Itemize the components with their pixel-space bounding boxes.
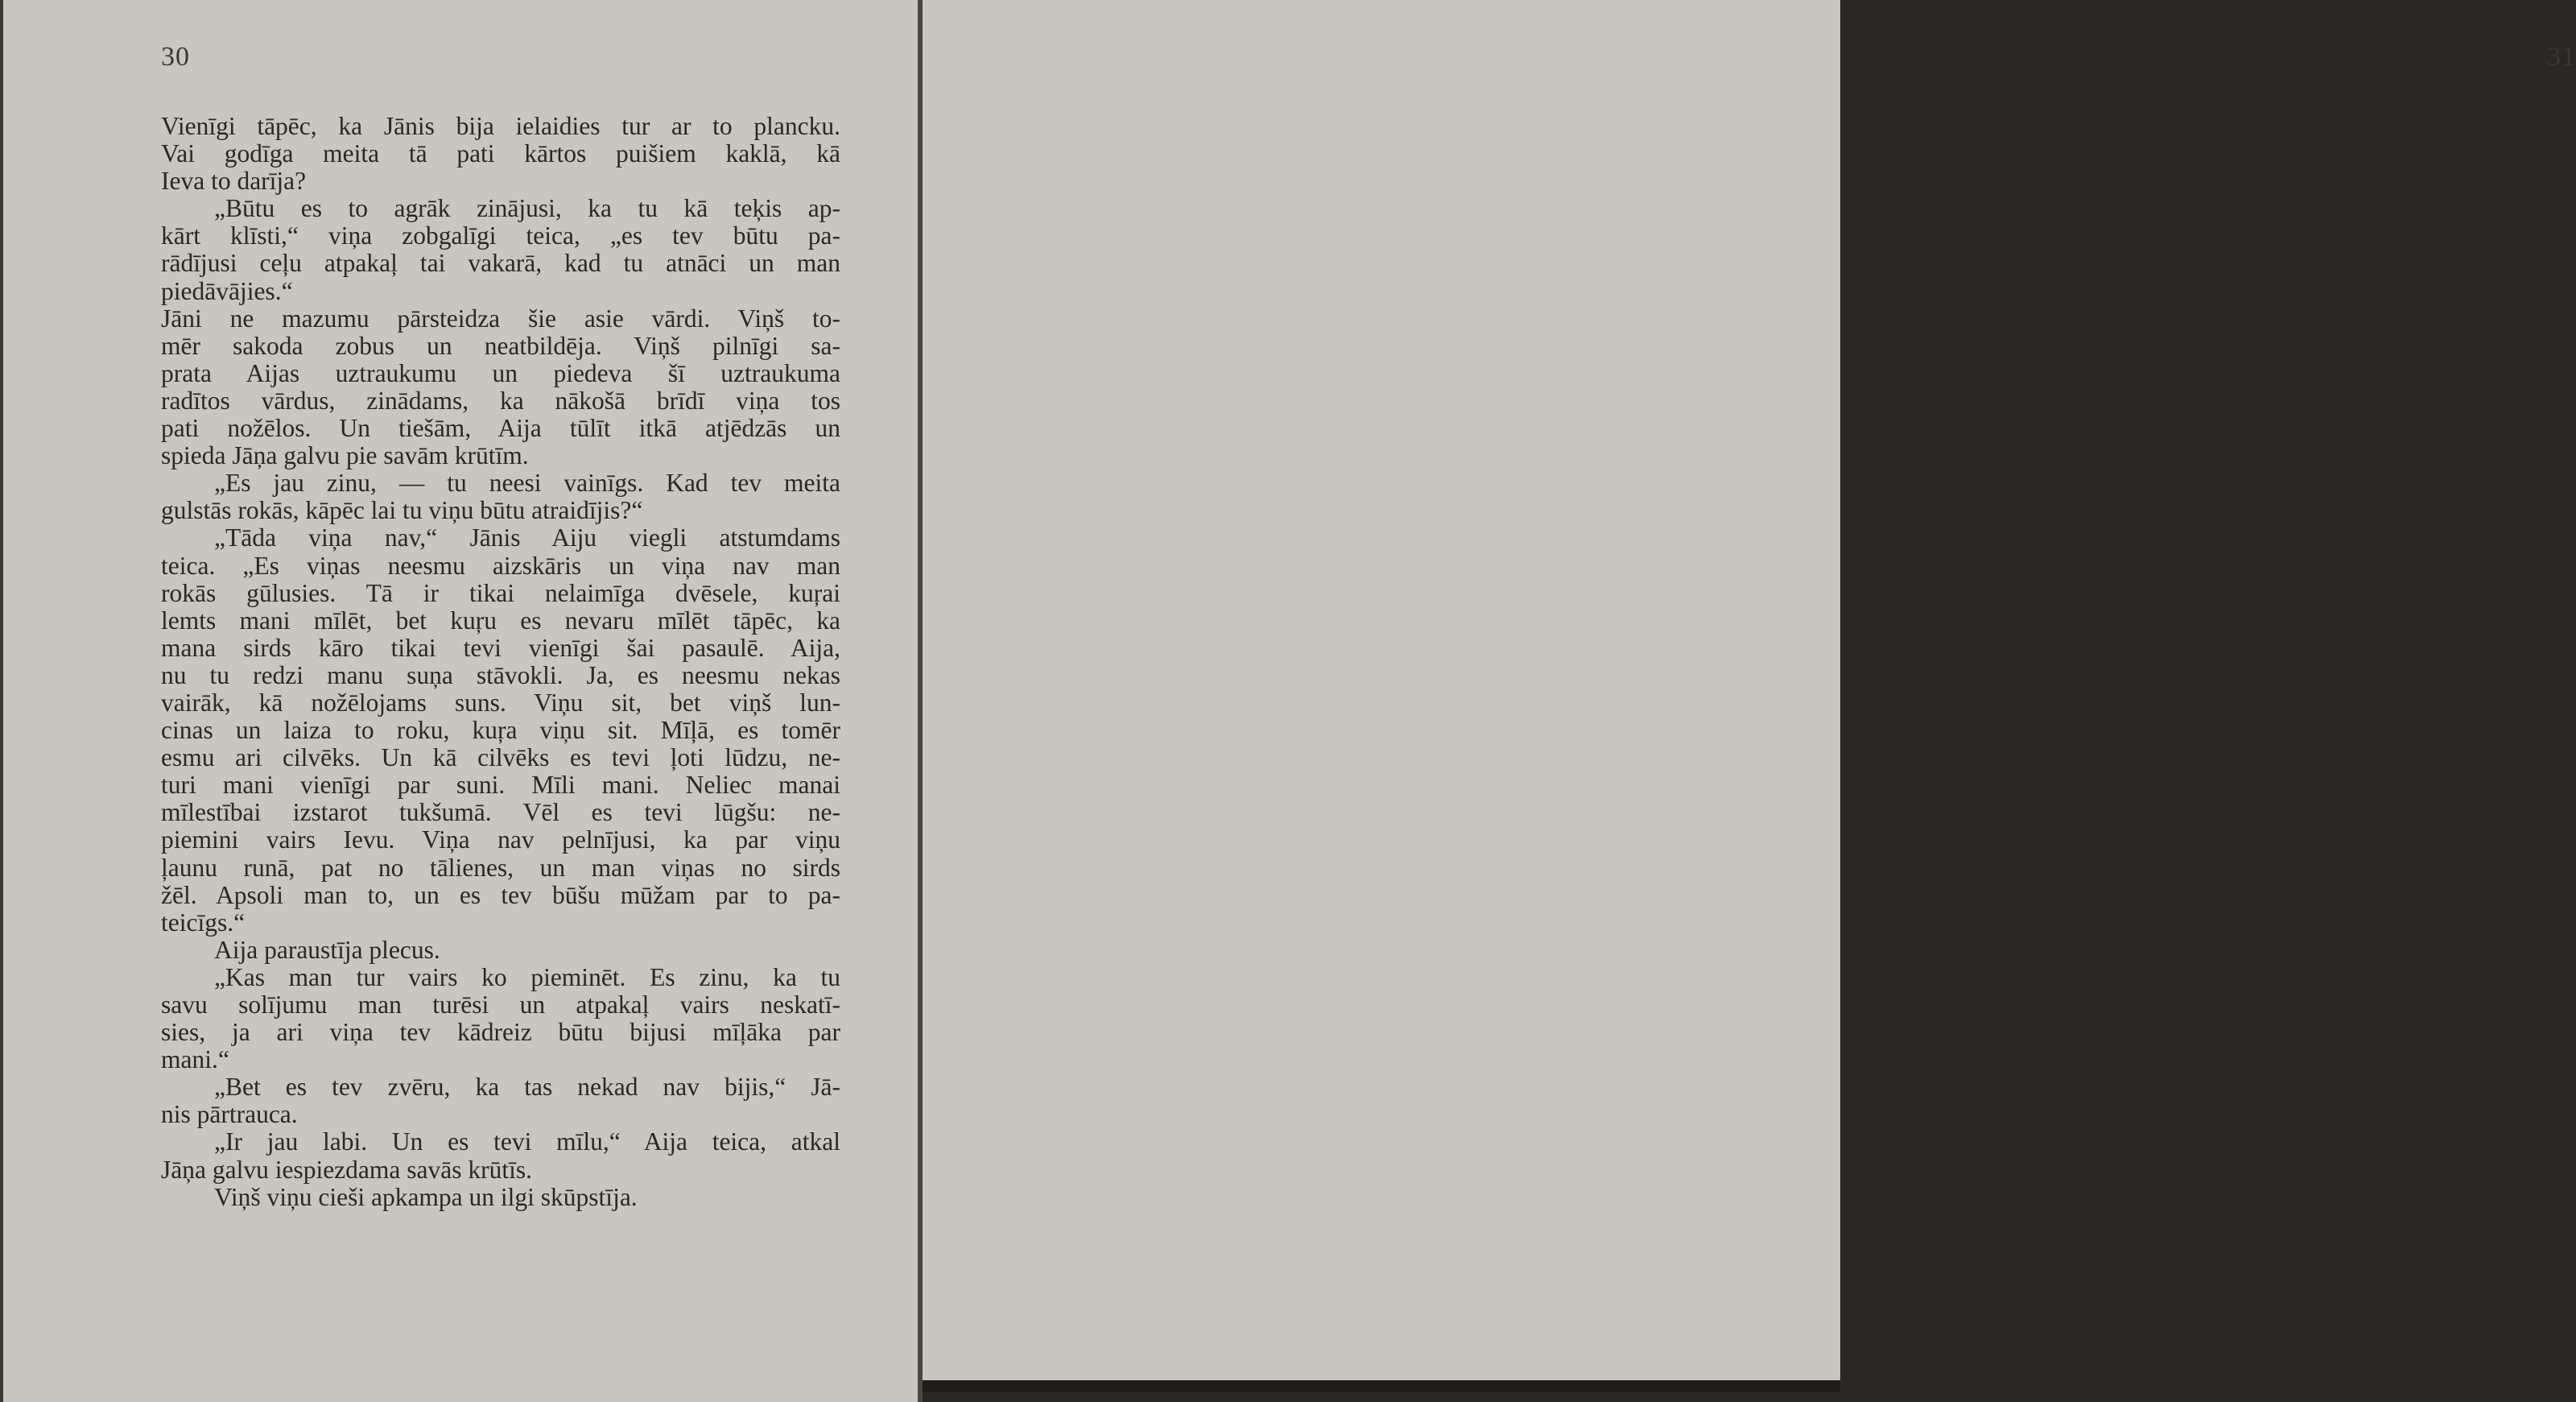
text-line: saulē. Bezgala jauka viņai šķita pat tā nelaimīgā: [1903, 523, 2576, 552]
text-line: acis un kā nesaprašanā klausījās.: [1903, 716, 2235, 745]
text-line: rādījusi ceļu atpakaļ tai vakarā, kad tu atnāci un man: [161, 249, 840, 278]
text-line: labu brīdi viņā raudzījās. Tikai viņas paskarbā balss: [1903, 660, 2576, 689]
text-line: Ieva savās domās bij tik dziļi iegrimusi, ka ne-: [1956, 606, 2576, 635]
text-line: teicīgs.“: [161, 908, 246, 937]
text-line: teica. „Es viņas neesmu aizskāris un viņa nav man: [161, 551, 840, 580]
text-line: lemts mani mīlēt, bet kuŗu es nevaru mīlēt tāpēc, ka: [161, 606, 840, 635]
text-line: Viņš viņu cieši apkampa un ilgi skūpstīja.: [214, 1182, 638, 1211]
text-line: nis pārtrauca.: [161, 1100, 298, 1129]
text-line: du iespaidu viņas vārdi atstāja uz bēdās iegrimušo: [1903, 962, 2576, 991]
text-line: spieda Jāņa galvu pie savām krūtīm.: [161, 441, 529, 470]
text-line: „Kas man tur vairs ko pieminēt. Es zinu, ka tu: [214, 962, 840, 991]
text-line: turi mani vienīgi par suni. Mīli mani. Neliec manai: [161, 771, 840, 800]
text-line: gals. Tu visu par daudz ātri ņem pie sirds. Man jau: [1903, 771, 2576, 800]
text-line: Balodiene uz brīdi atņēma elpu, lai redzētu, kā-: [1956, 935, 2576, 964]
text-line: bija metis viņai ar lāpstu un viņu viegli ievainojis.: [1903, 578, 2411, 607]
text-line: neticēja, uzņēmās vienīgi viņas dēļ. Viņš vispār bija: [1903, 358, 2576, 387]
text-line: Jāņa galvu iespiezdama savās krūtīs.: [161, 1155, 532, 1184]
text-line: savu iespaidu. Nu to ritēšanai bija vienīgi tā nozīme,: [1903, 221, 2576, 250]
text-line: paslēpa seju spilvenā.: [1903, 1045, 2124, 1074]
text-line: savu solījumu man turēsi un atpakaļ vairs neskatī-: [161, 990, 840, 1019]
text-line: sies, ja ari viņa tev kādreiz būtu bijusi mīļāka par: [161, 1018, 840, 1047]
text-line: atpakaļ kā brāli.“: [1903, 908, 2078, 937]
text-line: jis šīs asaras, bez šaubām, tās būtu uz viņu darījušas: [1903, 194, 2576, 223]
text-line: saudzīgs pret viņu kā pret sievieti, kuŗa savā lielā: [1903, 414, 2576, 443]
text-line: nakts, kad Jānis savā dzērumā un gara apmulsumā: [1903, 551, 2576, 580]
text-line: cinas un laiza to roku, kuŗa viņu sit. Mīļā, es tomēr: [161, 716, 840, 745]
text-line: Ieva to darīja?: [161, 167, 307, 196]
text-line: rokās gūlusies. Tā ir tikai nelaimīga dvēsele, kuŗai: [161, 578, 840, 607]
text-line: svešos ratos. Pagaidi vien, gan mēs viņu dabūsim: [1903, 880, 2576, 909]
text-line: mēr sakoda zobus un neatbildēja. Viņš pilnīgi sa-: [161, 331, 840, 360]
text-line: „Bet es tev zvēru, ka tas nekad nav bijis,“ Jā-: [214, 1073, 840, 1102]
text-line: mīlestībai izstarot tukšumā. Vēl es tevi lūgšu: ne-: [161, 798, 840, 827]
text-line: Vai godīga meita tā pati kārtos puišiem kaklā, kā: [161, 139, 840, 168]
text-line: ka es savam vienīgam dēlam ļaušu precēt atraitni.: [1903, 825, 2576, 854]
text-line: viena pati savā gultā un pār vaigiem bez mitēšanās: [1903, 139, 2576, 168]
text-line: gulstās rokās, kāpēc lai tu viņu būtu atraidījis?“: [161, 496, 643, 525]
text-line: piemini vairs Ievu. Viņa nav pelnījusi, ka par viņu: [161, 825, 840, 854]
text-line: kārt klīsti,“ viņa zobgalīgi teica, „es tev būtu pa-: [161, 221, 840, 250]
text-line: „Es jau zinu, — tu neesi vainīgs. Kad tev meita: [214, 469, 840, 498]
text-line: mīlestības apreibumā būtu viņam labprāt upurēju-: [1903, 441, 2576, 470]
left-page-text: [161, 113, 840, 1211]
text-line: kā vadoša zvaigzne viņas dzīvē. Viņš bija tik labs un: [1903, 386, 2576, 415]
text-line: Visi ļaudis smējās un runāja, ka Aija Lapu ganu zēnu: [1903, 1182, 2576, 1211]
text-line: prata Aijas uztraukumu un piedeva šī uztraukuma: [161, 358, 840, 387]
left-page-number: 30: [161, 42, 190, 72]
right-page-number: 31: [2547, 42, 2576, 72]
text-line: „Tāda viņa nav,“ Jānis Aiju viegli atstumdams: [214, 523, 840, 552]
text-line: ņas dēļ jau senāk izbēdājies? Vēl bija tīrais puika,: [1903, 1127, 2576, 1156]
text-line: „Ko tu, muļķe, raudi. Vēl jau visām dienām nav: [1956, 743, 2576, 772]
text-line: iztraucēju raudošo meitu. Viņa pacēla asaru pilnās: [1903, 688, 2576, 717]
text-line: esmu ari cilvēks. Un kā cilvēks es tevi ļoti lūdzu, ne-: [161, 743, 840, 772]
text-line: vairāk, kā nožēlojams suns. Viņu sit, bet viņš lun-: [161, 688, 840, 717]
text-line: Jāni ne mazumu pārsteidza šie asie vārdi. Viņš to-: [161, 304, 840, 333]
text-line: žēl. Apsoli man to, un es tev būšu mūžam par to pa-: [161, 880, 840, 909]
text-line: pati nožēlos. Un tiešām, Aija tūlīt itkā atjēdzās un: [161, 414, 840, 443]
text-line: sies. Viņas acis viņš stāvēja tik augstu, ka viņu pār-: [1903, 469, 2576, 498]
text-line: mani.“: [161, 1045, 229, 1074]
text-line: Ieva tikko manami pavilka uz augšu plecus un: [1956, 1018, 2576, 1047]
text-line: „Ir jau labi. Un es tevi mīlu,“ Aija teica, atkal: [214, 1127, 840, 1156]
text-line: skaisto gājienu uz baznīcu, ko Jānis, kuŗš Dievam: [1903, 331, 2576, 360]
text-line: kad toreiz Lapās dzīvoja un kad aizgāja pie Galdara.: [1903, 1155, 2576, 1184]
text-line: piedāvājies.“: [161, 276, 293, 305]
text-line: Lai viņai ta mājele, tomēr — jābrauc visu mūžu kā: [1903, 853, 2576, 882]
text-line: mana sirds kāro tikai tevi vienīgi šai pasaulē. Aija,: [161, 633, 840, 662]
text-line: ļaunu runā, pat no tālienes, un man viņas no sirds: [161, 853, 840, 882]
right-page: [923, 0, 2576, 1392]
text-line: „To es tev saku, — viņš pārnāks mājā kā incis,: [1956, 1073, 2576, 1102]
text-line: jeb viņš mans dēls vairs nebūs. Vai viņš mazumu vi-: [1903, 1100, 2576, 1129]
left-page: [0, 0, 918, 1402]
text-line: „Būtu es to agrāk zinājusi, ka tu kā teķis ap-: [214, 194, 840, 223]
text-line: sniegt nevarēja neviens cits vīrietis visā plašā pa-: [1903, 496, 2576, 525]
text-line: — Bet tai pašā laikā Radu klētiņā Ieva sēdēja: [1956, 112, 2576, 140]
text-line: sēdēja un domāja par pagājušo vasaru. Cik daudz: [1903, 276, 2576, 305]
text-line: viņai ritēja lielas, skaidras asaras. Būtu Jānis redzē-: [1903, 167, 2576, 196]
text-line: Vienīgi tāpēc, ka Jānis bija ielaidies tur ar to plancku.: [161, 112, 840, 140]
right-page-text: [1903, 113, 2576, 1211]
text-line: nu tu redzi manu suņa stāvokli. Ja, es neesmu nekas: [161, 660, 840, 689]
text-line: saimniece stāstīja, ka viņi uzsaukti. Vai tad tu domā,: [1903, 798, 2576, 827]
text-line: Aija paraustīja plecus.: [214, 935, 440, 964]
text-line: radītos vārdus, zinādams, ka nākošā brīdī viņa tos: [161, 386, 840, 415]
text-line: meitu.: [1903, 990, 1967, 1019]
text-line: maz nepamanīja Jāņa māti, kuŗa bija ienākusi un jau: [1903, 633, 2576, 662]
text-line: ka viņas atviegloja nabaga meičas sirdi. Ieva tur: [1903, 249, 2576, 278]
text-line: kas te tika pārrunāts un izsapņots. Viņa atcerējās: [1903, 304, 2576, 333]
